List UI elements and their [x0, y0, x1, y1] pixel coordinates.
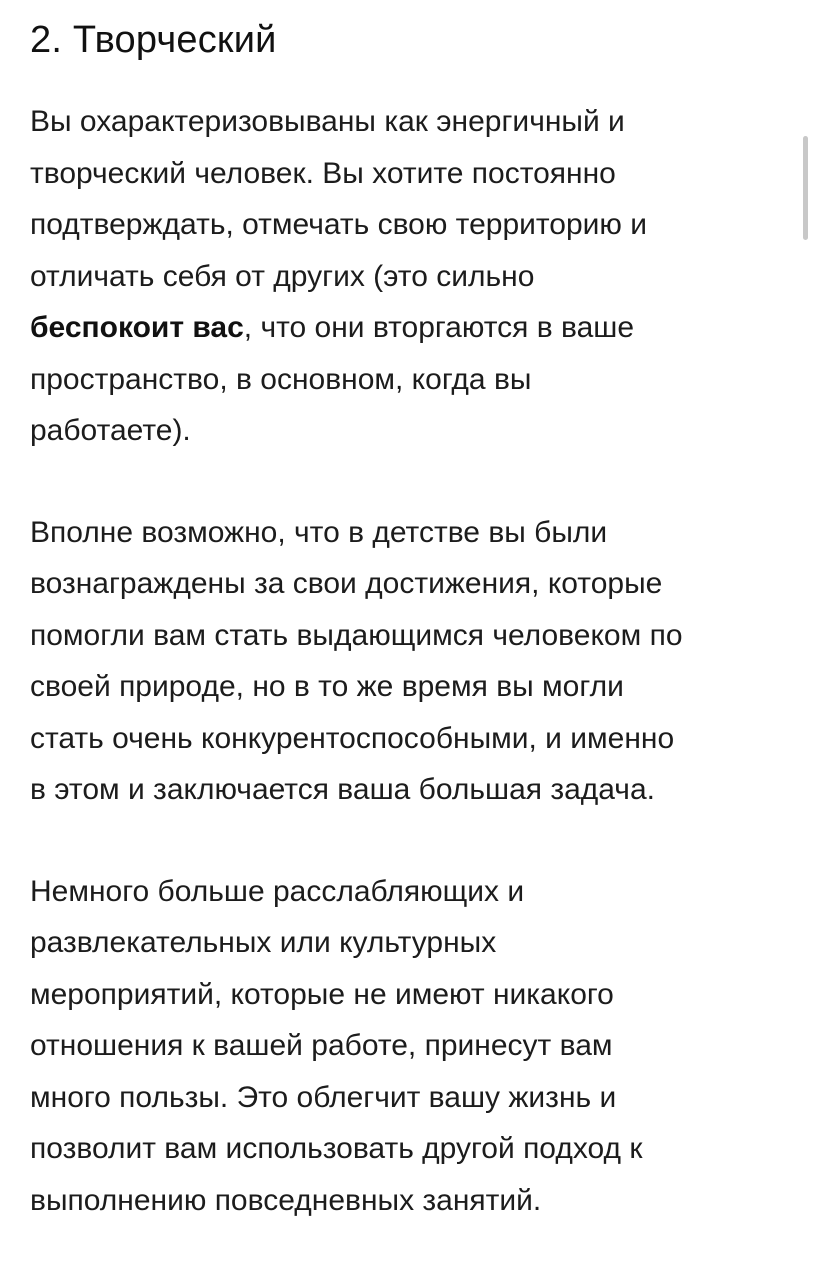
paragraph-line: помогли вам стать выдающимся человеком по: [30, 618, 683, 652]
paragraph-line: работаете).: [30, 414, 191, 447]
scrollbar-thumb[interactable]: [803, 136, 808, 240]
paragraph-line: творческий человек. Вы хотите постоянно: [30, 156, 616, 190]
paragraph-line: своей природе, но в то же время вы могли: [30, 670, 624, 703]
paragraph-line: развлекательных или культурных: [30, 926, 497, 959]
paragraph-line-rest: , что они вторгаются в ваше: [243, 311, 635, 344]
paragraph-line: пространство, в основном, когда вы: [30, 362, 532, 396]
paragraph-2: [30, 507, 780, 816]
paragraph-line: мероприятий, которые не имеют никакого: [30, 977, 614, 1011]
paragraph-1: [30, 96, 780, 457]
paragraph-line: отношения к вашей работе, принесут вам: [30, 1029, 613, 1062]
paragraph-line: подтверждать, отмечать свою территорию и: [30, 208, 648, 241]
paragraph-line: отличать себя от других (это сильно: [30, 259, 535, 293]
section-heading: 2. Творческий: [30, 19, 277, 61]
paragraph-line: стать очень конкурентоспособными, и именно: [30, 721, 675, 755]
paragraph-line: вознаграждены за свои достижения, которые: [30, 567, 663, 600]
paragraph-line: в этом и заключается ваша большая задача.: [30, 773, 655, 806]
paragraph-line: Немного больше расслабляющих и: [30, 874, 525, 908]
article: [30, 14, 780, 1276]
paragraph-line: [30, 302, 780, 354]
paragraph-line: позволит вам использовать другой подход к: [30, 1132, 643, 1165]
paragraph-line: Вы охарактеризовываны как энергичный и: [30, 105, 625, 138]
paragraph-line: много пользы. Это облегчит вашу жизнь и: [30, 1080, 617, 1114]
bold-phrase: беспокоит вас: [30, 311, 244, 344]
paragraph-line: Вполне возможно, что в детстве вы были: [30, 515, 608, 549]
paragraph-3: [30, 866, 780, 1227]
paragraph-line: выполнению повседневных занятий.: [30, 1183, 542, 1217]
